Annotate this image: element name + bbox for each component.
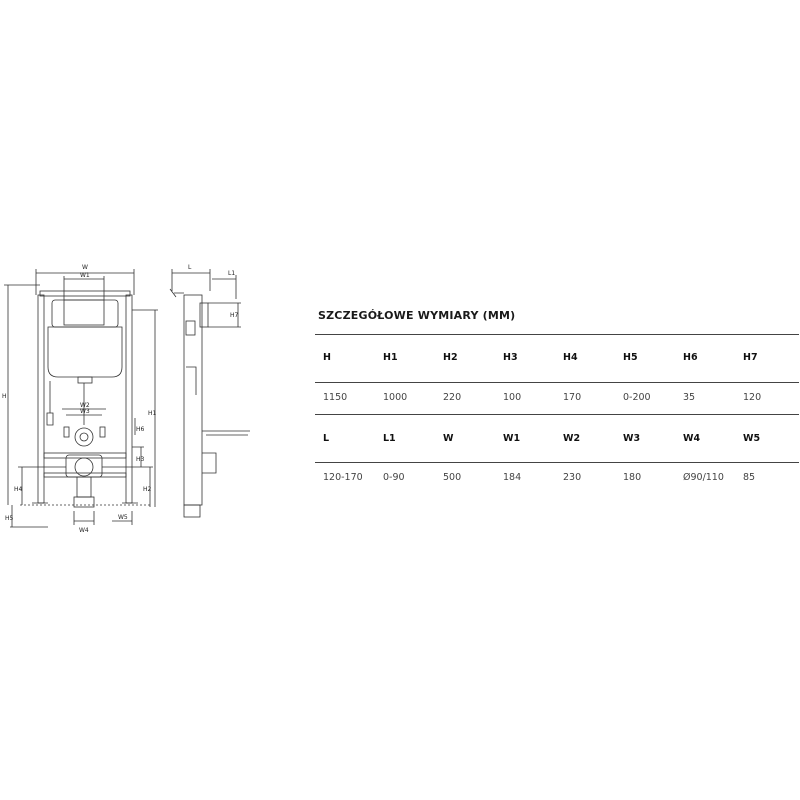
label-w5: W5 <box>118 514 128 521</box>
table-value-row-1 <box>315 388 799 408</box>
water-inlet <box>47 381 53 425</box>
value-cell: 35 <box>683 392 696 403</box>
cistern-top <box>52 300 118 327</box>
table-rule <box>315 462 799 463</box>
label-w1: W1 <box>80 272 90 279</box>
table-rule <box>315 334 799 335</box>
side-base <box>184 505 200 517</box>
drain-pipe <box>77 477 91 497</box>
header-cell: L <box>323 433 330 444</box>
value-cell: 100 <box>503 392 522 403</box>
frame-cross-bar <box>44 453 126 458</box>
label-w4: W4 <box>79 527 89 534</box>
value-cell: 120-170 <box>323 472 363 483</box>
dim-l <box>172 269 210 291</box>
value-cell: 180 <box>623 472 642 483</box>
value-cell: 184 <box>503 472 522 483</box>
value-cell: 85 <box>743 472 756 483</box>
label-w3: W3 <box>80 408 90 415</box>
label-h7: H7 <box>230 312 239 319</box>
header-cell: W4 <box>683 433 701 444</box>
side-flush-box <box>186 321 195 335</box>
side-frame <box>184 295 202 505</box>
dim-w4 <box>74 511 94 525</box>
flush-bend-inner <box>80 433 88 441</box>
frame-top-bar <box>40 291 130 296</box>
header-cell: H2 <box>443 352 458 363</box>
frame-left-post <box>38 295 44 503</box>
dim-l1 <box>212 275 236 299</box>
label-w2: W2 <box>80 402 90 409</box>
frame-right-post <box>126 295 132 503</box>
header-cell: W <box>443 433 454 444</box>
label-l: L <box>188 264 192 271</box>
dim-h1 <box>132 310 158 507</box>
value-cell: 1150 <box>323 392 348 403</box>
technical-drawing <box>0 255 280 545</box>
header-cell: H <box>323 352 331 363</box>
table-header-row-2 <box>315 429 799 449</box>
header-cell: H3 <box>503 352 518 363</box>
header-cell: L1 <box>383 433 396 444</box>
label-l1: L1 <box>228 270 236 277</box>
side-drain-bend <box>202 453 216 473</box>
side-pipe <box>186 367 196 395</box>
value-cell: 120 <box>743 392 762 403</box>
label-h6: H6 <box>136 426 145 433</box>
value-cell: 170 <box>563 392 582 403</box>
value-cell: 220 <box>443 392 462 403</box>
side-bowl-bracket <box>202 431 250 435</box>
mount-bolt-right <box>100 427 105 437</box>
table-value-row-2 <box>315 468 799 488</box>
header-cell: W5 <box>743 433 761 444</box>
cistern-body <box>48 327 122 377</box>
header-cell: H6 <box>683 352 698 363</box>
header-cell: H7 <box>743 352 758 363</box>
label-h4: H4 <box>14 486 23 493</box>
label-h1: H1 <box>148 410 157 417</box>
label-h2: H2 <box>143 486 152 493</box>
drain-pipe-end <box>74 497 94 507</box>
table-header-row-1 <box>315 348 799 368</box>
value-cell: 0-90 <box>383 472 405 483</box>
flush-plate <box>64 300 104 325</box>
header-cell: W2 <box>563 433 581 444</box>
dim-h5 <box>10 505 48 527</box>
frame-lower-bar <box>44 473 126 477</box>
header-cell: W1 <box>503 433 521 444</box>
header-cell: H4 <box>563 352 578 363</box>
cistern-outlet <box>78 377 92 383</box>
table-rule <box>315 382 799 383</box>
header-cell: H1 <box>383 352 398 363</box>
mount-bolt-left <box>64 427 69 437</box>
side-wall-anchor <box>200 303 208 327</box>
value-cell: 1000 <box>383 392 408 403</box>
header-cell: W3 <box>623 433 641 444</box>
label-h: H <box>2 393 7 400</box>
header-cell: H5 <box>623 352 638 363</box>
flush-bend <box>75 428 93 446</box>
spec-title: SZCZEGÓŁOWE WYMIARY (MM) <box>318 309 516 322</box>
value-cell: Ø90/110 <box>683 472 724 483</box>
label-w: W <box>82 264 88 271</box>
value-cell: 0-200 <box>623 392 651 403</box>
label-h5: H5 <box>5 515 14 522</box>
label-h3: H3 <box>136 456 145 463</box>
value-cell: 230 <box>563 472 582 483</box>
table-rule <box>315 414 799 415</box>
value-cell: 500 <box>443 472 462 483</box>
